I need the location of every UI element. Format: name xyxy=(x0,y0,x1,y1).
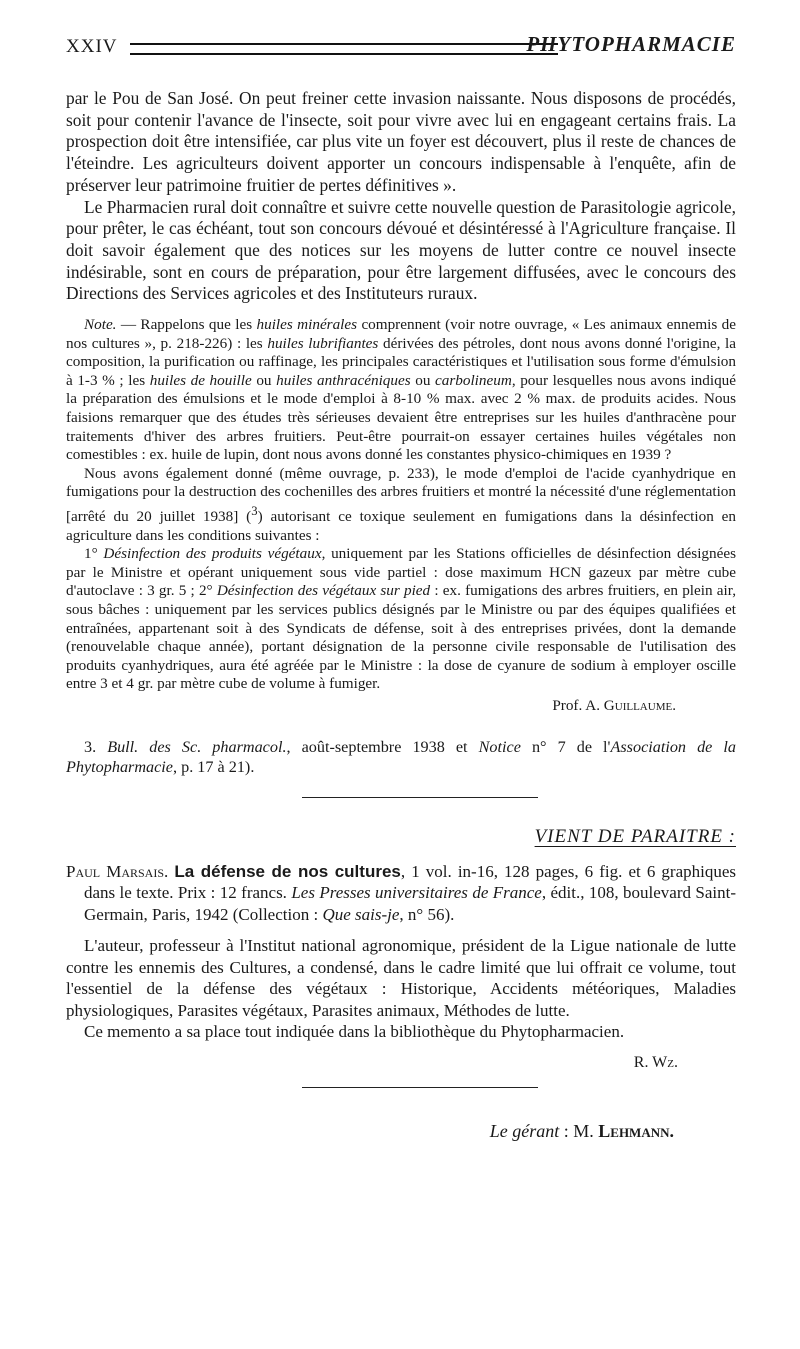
signature-prefix: Prof. A. xyxy=(552,696,604,714)
note-text: , pour lesquelles nous avons indiqué la préparation des émulsions et le mode d'emploi à 8-10 % max. avec 2 % max. de produits acides. Nous faisions remarquer que des études très sérieuses devaient être entreprises sur les huiles d'anthracène pour traitements d'hiver des arbres fruitiers. Peut-être pourrait-on essayer certaines huiles végétales non comestibles : ex. huile de lupin, dont nous avons donné les constantes physico-chimiques en 1939 ? xyxy=(66,371,737,464)
note-text: : ex. fumigations des arbres fruitiers, en plein air, sous bâches : uniquement par les services publics désignés par le Ministre ou par des équipes qualifiées et entraînées, appartenant soit à des Syndicats de défense, soit à des entreprises privées, dont la demande (renouvelable chaque année), portant désignation de la personne civile responsable de l'utilisation des produits cyanhydriques, aura été agréée par le Ministre : la dose de cyanure de sodium à employer oscille entre 3 et 4 gr. par mètre cube de volume à fumiger. xyxy=(66,582,736,693)
note-text: dérivées des pétroles, dont nous avons donné l'origine, la composition, la purification ou raffinage, les principales caractéristiques et l'utilisation sous forme d'émulsion à 1-3 % ; les xyxy=(66,334,736,389)
footnote xyxy=(66,737,736,777)
gerant-name: Lehmann. xyxy=(598,1121,674,1142)
citation-text: . xyxy=(164,861,175,881)
closing-divider xyxy=(302,1087,538,1088)
note-emphasis: huiles lubrifiantes xyxy=(267,334,379,352)
announcement-text: VIENT DE PARAITRE : xyxy=(534,825,736,847)
note-paragraph xyxy=(66,465,736,545)
note-text: ou xyxy=(410,371,436,389)
note-signature xyxy=(66,697,736,716)
note-emphasis: huiles de houille xyxy=(149,371,252,389)
note-emphasis: huiles minérales xyxy=(256,316,358,334)
book-publisher: Les Presses universitaires de France xyxy=(291,883,542,903)
note-paragraph xyxy=(66,316,736,465)
footnote-text: , p. 17 à 21). xyxy=(173,757,255,776)
note-text: ou xyxy=(251,371,277,389)
review-paragraph: L'auteur, professeur à l'Institut national agronomique, président de la Ligue nationale de lutte contre les ennemis des Cultures, a condensé, dans le cadre limité que lui offrait ce volume, tout l'essentiel de la défense des végétaux : Historique, Accidents météoriques, Maladies physiologiques, Parasites végétaux, Parasites animaux, Méthodes de lutte. xyxy=(66,936,736,1020)
note-text: — Rappelons que les xyxy=(116,316,257,334)
citation-text: , édit., 108, boulevard Saint-Germain, Paris, 1942 (Collection : xyxy=(84,883,737,924)
book-title: La défense de nos cultures xyxy=(174,861,401,881)
footnote-text: n° 7 de l' xyxy=(520,737,611,756)
book-citation xyxy=(66,861,736,926)
book-collection: Que sais-je xyxy=(322,904,400,924)
note-text: comprennent (voir notre ouvrage, « Les animaux ennemis de nos cultures », p. 218-226) : les xyxy=(66,316,736,352)
section-divider xyxy=(302,797,538,798)
body-paragraph: Le Pharmacien rural doit connaître et suivre cette nouvelle question de Parasitologie agricole, pour prêter, le cas échéant, tout son concours dévoué et désintéressé à l'Agriculture française. Il doit savoir également que des notices sur les moyens de lutter contre ce nouvel insecte indésirable, sont en cours de préparation, pour être largement diffusées, avec le concours des Directions des Services agricoles et des Instituteurs ruraux. xyxy=(66,196,736,304)
note-section xyxy=(66,316,736,716)
gerant-line xyxy=(66,1121,736,1142)
gerant-label: Le gérant xyxy=(489,1121,560,1142)
book-author: Paul Marsais xyxy=(66,861,164,881)
note-text: Nous avons également donné (même ouvrage, p. 233), le mode d'emploi de l'acide cyanhydrique en fumigations pour la destruction des cochenilles des arbres fruitiers et montré la nécessité d'une réglementation [arrêté du 20 juillet 1938] ( xyxy=(66,464,736,526)
footnote-number: 3. xyxy=(84,737,108,756)
footnote-text: , août-septembre 1938 et xyxy=(286,737,479,756)
note-text: , uniquement par les Stations officielles de désinfection désignées par le Ministre et opérant uniquement sous vide partiel : dose maximum HCN gazeux par mètre cube d'autoclave : 3 gr. 5 ; 2° xyxy=(66,545,736,600)
page xyxy=(66,30,736,1142)
page-number: XXIV xyxy=(66,36,118,57)
note-emphasis: carbolineum xyxy=(435,371,512,389)
body-paragraph: par le Pou de San José. On peut freiner cette invasion naissante. Nous disposons de procédés, soit pour contenir l'avance de l'insecte, soit pour vivre avec lui en engageant certains frais. La prospection doit être intensifiée, car plus vite un foyer est découvert, plus il reste de chances de l'éteindre. Les agriculteurs doivent apporter un concours indispensable à l'enquête, afin de préserver leur patrimoine fruitier de pertes définitives ». xyxy=(66,88,736,195)
footnote-emphasis: Bull. des Sc. pharmacol. xyxy=(107,737,287,756)
citation-text: , n° 56). xyxy=(399,904,455,924)
note-text: 1° xyxy=(84,545,104,563)
review-paragraph: Ce memento a sa place tout indiquée dans la bibliothèque du Phytopharmacien. xyxy=(84,1022,625,1042)
note-label: Note. xyxy=(84,316,117,334)
signature-name: Guillaume. xyxy=(603,696,676,714)
footnote-emphasis: Notice xyxy=(478,737,521,756)
review-signature: R. Wz. xyxy=(633,1053,678,1071)
gerant-separator: : M. xyxy=(559,1121,599,1142)
book-review xyxy=(66,861,736,1074)
citation-text: , 1 vol. in-16, 128 pages, 6 fig. et 6 graphiques dans le texte. Prix : 12 francs. xyxy=(84,861,736,903)
note-emphasis: Désinfection des produits végétaux xyxy=(103,545,322,563)
announcement-heading xyxy=(66,826,736,848)
note-emphasis: Désinfection des végétaux sur pied xyxy=(216,582,431,600)
footnote-emphasis: Association de la Phytopharmacie xyxy=(66,737,737,776)
running-title: PHYTOPHARMACIE xyxy=(526,32,736,56)
note-paragraph xyxy=(66,545,736,694)
article-body xyxy=(66,88,736,305)
header-double-rule xyxy=(130,43,558,55)
note-text: ) autorisant ce toxique seulement en fumigations dans la désinfection en agriculture dans les conditions suivantes : xyxy=(66,508,736,544)
footnote-reference: 3 xyxy=(251,503,258,518)
page-header xyxy=(66,30,736,66)
note-emphasis: huiles anthracéniques xyxy=(276,371,411,389)
